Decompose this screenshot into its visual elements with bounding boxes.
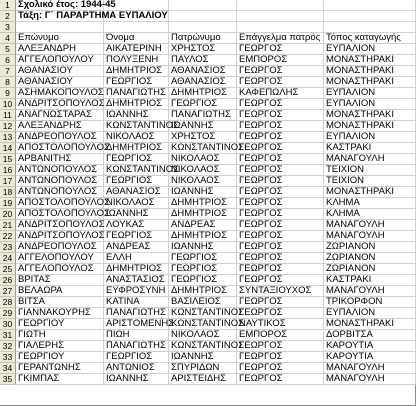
first-name-cell[interactable]: ΔΗΜΗΤΡΙΟΣ xyxy=(104,143,169,154)
first-name-cell[interactable]: ΓΕΩΡΓΙΟΣ xyxy=(104,154,169,165)
father-occupation-cell[interactable]: ΓΕΩΡΓΟΣ xyxy=(237,187,324,198)
row-header[interactable]: 2 xyxy=(0,11,16,22)
surname-cell[interactable]: ΑΘΑΝΑΣΙΟΥ xyxy=(16,77,104,88)
heading-father-occupation[interactable]: Επάγγελμα πατρός xyxy=(237,33,324,44)
place-of-origin-cell[interactable]: ΜΑΝΑΓΟΥΛΗ xyxy=(324,220,416,231)
place-of-origin-cell[interactable]: ΚΑΡΟΥΤΙΑ xyxy=(324,341,416,352)
row-header[interactable]: 28 xyxy=(0,297,16,308)
patronymic-cell[interactable]: ΑΡΙΣΤΕΙΔΗΣ xyxy=(169,374,237,385)
patronymic-cell[interactable]: ΓΕΩΡΓΙΟΣ xyxy=(169,99,237,110)
surname-cell[interactable]: ΑΘΑΝΑΣΙΟΥ xyxy=(16,66,104,77)
place-of-origin-cell[interactable]: ΜΟΝΑΣΤΗΡΑΚΙ xyxy=(324,319,416,330)
row-header[interactable]: 24 xyxy=(0,253,16,264)
patronymic-cell[interactable]: ΔΗΜΗΤΡΙΟΣ xyxy=(169,88,237,99)
patronymic-cell[interactable]: ΝΙΚΟΛΑΟΣ xyxy=(169,165,237,176)
father-occupation-cell[interactable]: ΓΕΩΡΓΟΣ xyxy=(237,352,324,363)
first-name-cell[interactable]: ΚΩΝΣΤΑΝΤΙΝΟΣ xyxy=(106,164,180,175)
father-occupation-cell[interactable]: ΓΕΩΡΓΟΣ xyxy=(237,165,324,176)
place-of-origin-cell[interactable]: ΚΑΣΤΡΑΚΙ xyxy=(324,275,416,286)
first-name-cell[interactable]: ΠΑΝΑΓΙΩΤΗΣ xyxy=(104,308,169,319)
row-header[interactable]: 18 xyxy=(0,187,16,198)
surname-cell[interactable]: ΒΕΛΑΩΡΑ xyxy=(16,286,104,297)
class-title[interactable]: Τάξη: Γ΄ ΠΑΡΑΡΤΗΜΑ ΕΥΠΑΛΙΟΥ xyxy=(18,10,168,21)
patronymic-cell[interactable]: ΠΑΥΛΟΣ xyxy=(169,55,237,66)
patronymic-cell[interactable]: ΑΘΑΝΑΣΙΟΣ xyxy=(169,66,237,77)
cell[interactable] xyxy=(169,11,237,22)
surname-cell[interactable]: ΓΕΡΑΝΤΩΝΗΣ xyxy=(16,363,104,374)
surname-cell[interactable]: ΑΓΓΕΛΟΠΟΥΛΟΣ xyxy=(16,264,104,275)
patronymic-cell[interactable]: ΚΩΝΣΤΑΝΤΙΝΟΣ xyxy=(171,340,245,351)
row-header[interactable]: 13 xyxy=(0,132,16,143)
row-header[interactable]: 1 xyxy=(0,0,16,11)
row-header[interactable]: 5 xyxy=(0,44,16,55)
place-of-origin-cell[interactable]: ΕΥΠΑΛΙΟΝ xyxy=(324,44,416,55)
father-occupation-cell[interactable]: ΓΕΩΡΓΟΣ xyxy=(237,44,324,55)
patronymic-cell[interactable]: ΚΩΝΣΤΑΝΤΙΝΟΣ xyxy=(171,307,245,318)
place-of-origin-cell[interactable]: ΔΟΡΒΙΤΣΑ xyxy=(324,330,416,341)
first-name-cell[interactable]: ΚΑΤΙΝΑ xyxy=(104,297,169,308)
patronymic-cell[interactable]: ΔΗΜΗΤΡΙΟΣ xyxy=(169,209,237,220)
place-of-origin-cell[interactable]: ΜΟΝΑΣΤΗΡΑΚΙ xyxy=(324,187,416,198)
row-header[interactable]: 17 xyxy=(0,176,16,187)
father-occupation-cell[interactable]: ΓΕΩΡΓΟΣ xyxy=(237,143,324,154)
father-occupation-cell[interactable]: ΓΕΩΡΓΟΣ xyxy=(237,176,324,187)
row-header[interactable]: 27 xyxy=(0,286,16,297)
father-occupation-cell[interactable]: ΓΕΩΡΓΟΣ xyxy=(237,231,324,242)
place-of-origin-cell[interactable]: ΚΑΡΟΥΤΙΑ xyxy=(324,352,416,363)
place-of-origin-cell[interactable]: ΤΕΙΧΙΟΝ xyxy=(324,165,416,176)
surname-cell[interactable]: ΓΙΑΛΕΡΗΣ xyxy=(16,341,104,352)
place-of-origin-cell[interactable]: ΜΑΝΑΓΟΥΛΗ xyxy=(324,363,416,374)
row-header[interactable]: 22 xyxy=(0,231,16,242)
school-year-title[interactable]: Σχολικό έτος: 1944-45 xyxy=(18,0,116,10)
patronymic-cell[interactable]: ΑΝΔΡΕΑΣ xyxy=(169,220,237,231)
first-name-cell[interactable]: ΚΩΝΣΤΑΝΤΙΝΟΣ xyxy=(106,120,180,131)
first-name-cell[interactable]: ΠΙΩΗ xyxy=(104,330,169,341)
father-occupation-cell[interactable]: ΓΕΩΡΓΟΣ xyxy=(237,242,324,253)
father-occupation-cell[interactable]: ΓΕΩΡΓΟΣ xyxy=(237,363,324,374)
first-name-cell[interactable]: ΑΝΑΣΤΑΣΙΟΣ xyxy=(104,275,169,286)
surname-cell[interactable]: ΒΙΤΣΑ xyxy=(16,297,104,308)
row-header[interactable]: 11 xyxy=(0,110,16,121)
place-of-origin-cell[interactable]: ΖΩΡΙΑΝΟΝ xyxy=(324,242,416,253)
patronymic-cell[interactable]: ΙΩΑΝΝΗΣ xyxy=(169,187,237,198)
row-header[interactable]: 32 xyxy=(0,341,16,352)
first-name-cell[interactable]: ΔΗΜΗΤΡΙΟΣ xyxy=(104,66,169,77)
patronymic-cell[interactable]: ΙΩΑΝΝΗΣ xyxy=(169,352,237,363)
surname-cell[interactable]: ΑΠΟΣΤΟΛΟΠΟΥΛΟΣ xyxy=(18,208,110,219)
first-name-cell[interactable]: ΝΙΚΟΛΑΟΣ xyxy=(104,198,169,209)
first-name-cell[interactable]: ΛΟΥΚΑΣ xyxy=(104,220,169,231)
place-of-origin-cell[interactable]: ΖΩΡΙΑΝΟΝ xyxy=(324,253,416,264)
patronymic-cell[interactable]: ΚΩΝΣΤΑΝΤΙΝΟΣ xyxy=(171,142,245,153)
place-of-origin-cell[interactable]: ΚΛΗΜΑ xyxy=(324,198,416,209)
place-of-origin-cell[interactable]: ΕΥΠΑΛΙΟΝ xyxy=(324,132,416,143)
surname-cell[interactable]: ΑΡΒΑΝΙΤΗΣ xyxy=(16,154,104,165)
first-name-cell[interactable]: ΠΟΛΥΞΕΝΗ xyxy=(104,55,169,66)
row-header[interactable]: 16 xyxy=(0,165,16,176)
cell[interactable] xyxy=(324,11,416,22)
patronymic-cell[interactable]: ΝΙΚΟΛΑΟΣ xyxy=(169,176,237,187)
surname-cell[interactable]: ΓΕΩΡΓΙΟΥ xyxy=(16,319,104,330)
father-occupation-cell[interactable]: ΣΥΝΤΑΞΙΟΥΧΟΣ xyxy=(237,286,324,297)
patronymic-cell[interactable]: ΓΕΩΡΓΙΟΣ xyxy=(169,275,237,286)
surname-cell[interactable]: ΑΠΟΣΤΟΛΟΠΟΥΛΟΣ xyxy=(18,197,110,208)
patronymic-cell[interactable]: ΙΩΑΝΝΗΣ xyxy=(169,242,237,253)
father-occupation-cell[interactable]: ΓΕΩΡΓΟΣ xyxy=(237,132,324,143)
father-occupation-cell[interactable]: ΓΕΩΡΓΟΣ xyxy=(237,220,324,231)
row-header[interactable]: 35 xyxy=(0,374,16,385)
place-of-origin-cell[interactable]: ΜΟΝΑΣΤΗΡΑΚΙ xyxy=(324,77,416,88)
patronymic-cell[interactable]: ΓΕΩΡΓΙΟΣ xyxy=(169,264,237,275)
patronymic-cell[interactable]: ΒΑΣΙΛΕΙΟΣ xyxy=(169,297,237,308)
patronymic-cell[interactable]: ΚΩΝΣΤΑΝΤΙΝΟΣ xyxy=(171,318,245,329)
father-occupation-cell[interactable]: ΓΕΩΡΓΟΣ xyxy=(237,198,324,209)
surname-cell[interactable]: ΒΡΙΤΑΣ xyxy=(16,275,104,286)
row-header[interactable]: 7 xyxy=(0,66,16,77)
first-name-cell[interactable]: ΑΝΔΡΕΑΣ xyxy=(104,242,169,253)
first-name-cell[interactable]: ΠΑΝΑΓΙΩΤΗΣ xyxy=(104,88,169,99)
row-header[interactable]: 12 xyxy=(0,121,16,132)
heading-place-of-origin[interactable]: Τόπος καταγωγής xyxy=(324,33,416,44)
sheet-row xyxy=(0,11,416,22)
patronymic-cell[interactable]: ΧΡΗΣΤΟΣ xyxy=(169,44,237,55)
surname-cell[interactable]: ΓΚΙΜΠΑΣ xyxy=(16,374,104,385)
first-name-cell[interactable]: ΑΝΤΩΝΙΟΣ xyxy=(104,363,169,374)
row-header[interactable]: 34 xyxy=(0,363,16,374)
father-occupation-cell[interactable]: ΓΕΩΡΓΟΣ xyxy=(237,99,324,110)
first-name-cell[interactable]: ΕΥΦΡΟΣΥΝΗ xyxy=(104,286,169,297)
surname-cell[interactable]: ΓΙΩΤΗ xyxy=(16,330,104,341)
row-header[interactable]: 8 xyxy=(0,77,16,88)
place-of-origin-cell[interactable]: ΕΥΠΑΛΙΟΝ xyxy=(324,99,416,110)
father-occupation-cell[interactable]: ΓΕΩΡΓΟΣ xyxy=(237,209,324,220)
surname-cell[interactable]: ΑΝΔΡΙΤΣΟΠΟΥΛΟΣ xyxy=(18,230,105,241)
surname-cell[interactable]: ΓΕΩΡΓΙΟΥ xyxy=(16,352,104,363)
heading-patronymic[interactable]: Πατρώνυμο xyxy=(169,33,237,44)
first-name-cell[interactable]: ΓΕΩΡΓΙΟΣ xyxy=(104,352,169,363)
row-header[interactable]: 10 xyxy=(0,99,16,110)
father-occupation-cell[interactable]: ΕΜΠΟΡΟΣ xyxy=(237,55,324,66)
row-header[interactable]: 33 xyxy=(0,352,16,363)
row-header[interactable]: 23 xyxy=(0,242,16,253)
father-occupation-cell[interactable]: ΓΕΩΡΓΟΣ xyxy=(237,341,324,352)
row-header[interactable]: 25 xyxy=(0,264,16,275)
row-header[interactable]: 15 xyxy=(0,154,16,165)
surname-cell[interactable]: ΑΠΟΣΤΟΛΟΠΟΥΛΟΣ xyxy=(18,142,110,153)
first-name-cell[interactable]: ΙΩΑΝΝΗΣ xyxy=(104,209,169,220)
first-name-cell[interactable]: ΠΑΝΑΓΙΩΤΗΣ xyxy=(104,341,169,352)
father-occupation-cell[interactable]: ΚΑΦΕΠΩΛΗΣ xyxy=(237,88,324,99)
surname-cell[interactable]: ΑΣΗΜΑΚΟΠΟΥΛΟΣ xyxy=(18,87,104,98)
row-header[interactable]: 19 xyxy=(0,198,16,209)
patronymic-cell[interactable]: ΧΡΗΣΤΟΣ xyxy=(169,132,237,143)
father-occupation-cell[interactable]: ΓΕΩΡΓΟΣ xyxy=(237,275,324,286)
father-occupation-cell[interactable]: ΝΑΥΤΙΚΟΣ xyxy=(237,319,324,330)
row-header[interactable]: 6 xyxy=(0,55,16,66)
place-of-origin-cell[interactable]: ΚΑΣΤΡΑΚΙ xyxy=(324,143,416,154)
place-of-origin-cell[interactable]: ΜΑΝΑΓΟΥΛΗ xyxy=(324,374,416,385)
father-occupation-cell[interactable]: ΓΕΩΡΓΟΣ xyxy=(237,66,324,77)
surname-cell[interactable]: ΑΝΤΩΝΟΠΟΥΛΟΣ xyxy=(16,165,104,176)
father-occupation-cell[interactable]: ΓΕΩΡΓΟΣ xyxy=(237,308,324,319)
patronymic-cell[interactable]: ΠΑΝΑΓΙΩΤΗΣ xyxy=(169,110,237,121)
place-of-origin-cell[interactable]: ΜΑΝΑΓΟΥΛΗ xyxy=(324,286,416,297)
surname-cell[interactable]: ΑΝΔΡΙΤΣΟΠΟΥΛΟΣ xyxy=(18,98,105,109)
father-occupation-cell[interactable]: ΓΕΩΡΓΟΣ xyxy=(237,297,324,308)
patronymic-cell[interactable]: ΔΗΜΗΤΡΙΟΣ xyxy=(169,231,237,242)
row-header[interactable]: 31 xyxy=(0,330,16,341)
patronymic-cell[interactable]: ΔΗΜΗΤΡΙΟΣ xyxy=(169,198,237,209)
surname-cell[interactable]: ΑΝΤΩΝΟΠΟΥΛΟΣ xyxy=(16,187,104,198)
place-of-origin-cell[interactable]: ΕΥΠΑΛΙΟΝ xyxy=(324,88,416,99)
row-header[interactable]: 4 xyxy=(0,33,16,44)
place-of-origin-cell[interactable]: ΤΕΙΧΙΟΝ xyxy=(324,176,416,187)
row-header[interactable]: 20 xyxy=(0,209,16,220)
row-header[interactable]: 21 xyxy=(0,220,16,231)
father-occupation-cell[interactable]: ΓΕΩΡΓΟΣ xyxy=(237,264,324,275)
first-name-cell[interactable]: ΙΩΑΝΝΗΣ xyxy=(104,374,169,385)
patronymic-cell[interactable]: ΝΙΚΟΛΑΟΣ xyxy=(169,154,237,165)
patronymic-cell[interactable]: ΓΕΩΡΓΙΟΣ xyxy=(169,253,237,264)
heading-surname[interactable]: Επώνυμο xyxy=(16,33,104,44)
surname-cell[interactable]: ΓΙΑΝΝΑΚΟΥΡΗΣ xyxy=(16,308,104,319)
table-row xyxy=(0,374,416,385)
patronymic-cell[interactable]: ΑΘΑΝΑΣΙΟΣ xyxy=(169,77,237,88)
place-of-origin-cell[interactable]: ΜΟΝΑΣΤΗΡΑΚΙ xyxy=(324,66,416,77)
row-header[interactable]: 3 xyxy=(0,22,16,33)
cell[interactable] xyxy=(237,0,324,11)
heading-first-name[interactable]: Όνομα xyxy=(104,33,169,44)
row-header[interactable]: 14 xyxy=(0,143,16,154)
place-of-origin-cell[interactable]: ΚΛΗΜΑ xyxy=(324,209,416,220)
first-name-cell[interactable]: ΔΗΜΗΤΡΙΟΣ xyxy=(104,99,169,110)
surname-cell[interactable]: ΑΛΕΞΑΝΔΡΗΣ xyxy=(16,121,104,132)
first-name-cell[interactable]: ΓΕΩΡΓΙΟΣ xyxy=(104,231,169,242)
patronymic-cell[interactable]: ΣΠΥΡΙΔΩΝ xyxy=(169,363,237,374)
surname-cell[interactable]: ΑΝΔΡΙΤΣΟΠΟΥΛΟΣ xyxy=(18,219,105,230)
patronymic-cell[interactable]: ΝΙΚΟΛΑΟΣ xyxy=(169,330,237,341)
place-of-origin-cell[interactable]: ΜΑΝΑΓΟΥΛΗ xyxy=(324,231,416,242)
row-header[interactable]: 26 xyxy=(0,275,16,286)
patronymic-cell[interactable]: ΙΩΑΝΝΗΣ xyxy=(169,121,237,132)
father-occupation-cell[interactable]: ΓΕΩΡΓΟΣ xyxy=(237,154,324,165)
row-header[interactable]: 30 xyxy=(0,319,16,330)
father-occupation-cell[interactable]: ΓΕΩΡΓΟΣ xyxy=(237,110,324,121)
place-of-origin-cell[interactable]: ΜΟΝΑΣΤΗΡΑΚΙ xyxy=(324,110,416,121)
surname-cell[interactable]: ΑΓΓΕΛΟΠΟΥΛΟΥ xyxy=(16,55,104,66)
father-occupation-cell[interactable]: ΕΜΠΟΡΟΣ xyxy=(237,330,324,341)
cell[interactable] xyxy=(237,11,324,22)
patronymic-cell[interactable]: ΔΗΜΗΤΡΙΟΣ xyxy=(169,286,237,297)
cell[interactable] xyxy=(169,0,237,11)
first-name-cell[interactable]: ΓΕΩΡΓΙΟΣ xyxy=(104,77,169,88)
surname-cell[interactable]: ΑΝΔΡΕΟΠΟΥΛΟΣ xyxy=(16,242,104,253)
place-of-origin-cell[interactable]: ΕΥΠΑΛΙΟΝ xyxy=(324,308,416,319)
surname-cell[interactable]: ΑΝΤΩΝΟΠΟΥΛΟΣ xyxy=(16,176,104,187)
first-name-cell[interactable]: ΑΘΑΝΑΣΙΟΣ xyxy=(104,187,169,198)
place-of-origin-cell[interactable]: ΜΟΝΑΣΤΗΡΑΚΙ xyxy=(324,55,416,66)
surname-cell[interactable]: ΑΛΕΞΑΝΔΡΗ xyxy=(16,44,104,55)
surname-cell[interactable]: ΑΝΔΡΕΟΠΟΥΛΟΣ xyxy=(16,132,104,143)
first-name-cell[interactable]: ΕΛΛΗ xyxy=(104,253,169,264)
row-header[interactable]: 9 xyxy=(0,88,16,99)
father-occupation-cell[interactable]: ΓΕΩΡΓΟΣ xyxy=(237,374,324,385)
father-occupation-cell[interactable]: ΓΕΩΡΓΟΣ xyxy=(237,121,324,132)
cell[interactable] xyxy=(324,0,416,11)
first-name-cell[interactable]: ΑΡΙΣΤΟΜΕΝΗΣ xyxy=(106,318,175,329)
place-of-origin-cell[interactable]: ΖΩΡΙΑΝΟΝ xyxy=(324,264,416,275)
place-of-origin-cell[interactable]: ΜΟΝΑΣΤΗΡΑΚΙ xyxy=(324,121,416,132)
first-name-cell[interactable]: ΝΙΚΟΛΑΟΣ xyxy=(104,132,169,143)
surname-cell[interactable]: ΑΓΓΕΛΟΠΟΥΛΟΥ xyxy=(16,253,104,264)
first-name-cell[interactable]: ΑΙΚΑΤΕΡΙΝΗ xyxy=(104,44,169,55)
place-of-origin-cell[interactable]: ΤΡΙΚΟΡΦΟΝ xyxy=(324,297,416,308)
father-occupation-cell[interactable]: ΓΕΩΡΓΟΣ xyxy=(237,77,324,88)
surname-cell[interactable]: ΑΝΑΓΝΩΣΤΑΡΑΣ xyxy=(16,110,104,121)
father-occupation-cell[interactable]: ΓΕΩΡΓΟΣ xyxy=(237,253,324,264)
first-name-cell[interactable]: ΓΕΩΡΓΙΟΣ xyxy=(104,176,169,187)
row-header[interactable]: 29 xyxy=(0,308,16,319)
place-of-origin-cell[interactable]: ΜΑΝΑΓΟΥΛΗ xyxy=(324,154,416,165)
first-name-cell[interactable]: ΔΗΜΗΤΡΙΟΣ xyxy=(104,264,169,275)
first-name-cell[interactable]: ΙΩΑΝΝΗΣ xyxy=(104,110,169,121)
